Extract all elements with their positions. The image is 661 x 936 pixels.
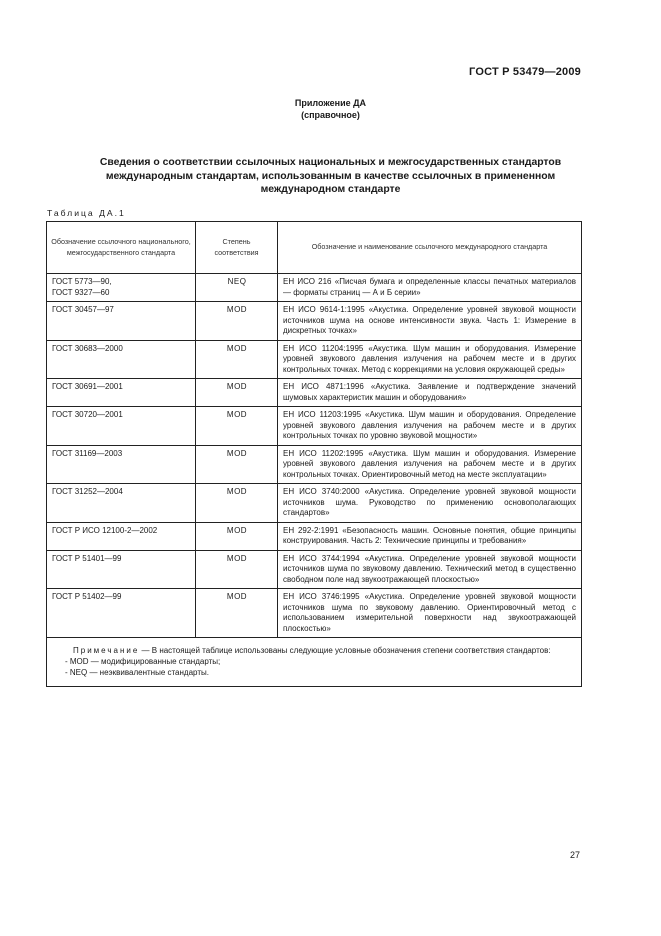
- cell-degree: NEQ: [196, 274, 278, 302]
- cell-degree: MOD: [196, 550, 278, 589]
- document-code: ГОСТ Р 53479—2009: [469, 66, 581, 78]
- cell-international-name: ЕН ИСО 3746:1995 «Акустика. Определение уровней звуковой мощности источников шума по звуковому давлению. Ориентировочный метод с использованием измерительной поверхности над звукоотражающей плоскостью»: [278, 589, 582, 638]
- cell-national-code: ГОСТ Р 51401—99: [47, 550, 196, 589]
- cell-national-code: ГОСТ Р ИСО 12100-2—2002: [47, 522, 196, 550]
- cell-national-code: ГОСТ 30720—2001: [47, 407, 196, 446]
- correspondence-table-wrapper: [46, 221, 581, 687]
- cell-degree: MOD: [196, 379, 278, 407]
- cell-degree: MOD: [196, 589, 278, 638]
- table-row: [47, 550, 582, 589]
- cell-national-code: ГОСТ 30457—97: [47, 302, 196, 341]
- header-degree: Степень соответствия: [196, 222, 278, 274]
- appendix-title: Приложение ДА: [294, 98, 367, 108]
- cell-national-code: ГОСТ 30691—2001: [47, 379, 196, 407]
- cell-international-name: ЕН 292-2:1991 «Безопасность машин. Основные понятия, общие принципы конструирования. Часть 2: Технические принципы и требования»: [278, 522, 582, 550]
- cell-national-code: ГОСТ 30683—2000: [47, 340, 196, 379]
- cell-degree: MOD: [196, 522, 278, 550]
- main-title-line-1: Сведения о соответствии ссылочных национальных и межгосударственных стандартов: [99, 157, 562, 168]
- cell-international-name: ЕН ИСО 11203:1995 «Акустика. Шум машин и оборудования. Определение уровней звукового давления излучения на рабочем месте и в других контрольных точках по уровню звуковой мощности»: [278, 407, 582, 446]
- correspondence-table: [46, 221, 582, 687]
- table-row: [47, 445, 582, 484]
- table-row: [47, 484, 582, 523]
- cell-national-code: ГОСТ 31252—2004: [47, 484, 196, 523]
- table-header-row: [47, 222, 582, 274]
- table-label: Таблица ДА.1: [47, 208, 126, 218]
- note-lead-text: — В настоящей таблице использованы следующие условные обозначения степени соответствия стандартов:: [139, 646, 551, 655]
- cell-international-name: ЕН ИСО 216 «Писчая бумага и определенные классы печатных материалов — форматы страниц — А и Б серии»: [278, 274, 582, 302]
- cell-national-code: ГОСТ 31169—2003: [47, 445, 196, 484]
- page-number: 27: [569, 850, 580, 860]
- table-row: [47, 302, 582, 341]
- table-row: [47, 379, 582, 407]
- cell-international-name: ЕН ИСО 11204:1995 «Акустика. Шум машин и оборудования. Измерение уровней звукового давления излучения на рабочем месте и в других контрольных точках. Метод с коррекциями на условия окружающей среды»: [278, 340, 582, 379]
- table-row: [47, 522, 582, 550]
- note-lead-paragraph: [55, 645, 573, 656]
- cell-degree: MOD: [196, 484, 278, 523]
- cell-international-name: ЕН ИСО 3744:1994 «Акустика. Определение уровней звуковой мощности источников шума по звуковому давлению. Технический метод в существенно свободном поле над звукоотражающей плоскостью»: [278, 550, 582, 589]
- cell-international-name: ЕН ИСО 9614-1:1995 «Акустика. Определение уровней звуковой мощности источников шума на основе интенсивности звука. Часть 1: Измерение в дискретных точках»: [278, 302, 582, 341]
- table-row: [47, 340, 582, 379]
- note-item-mod: - MOD — модифицированные стандарты;: [65, 657, 221, 666]
- table-row: [47, 274, 582, 302]
- cell-national-code: ГОСТ 5773—90, ГОСТ 9327—60: [47, 274, 196, 302]
- appendix-subtitle: (справочное): [301, 110, 360, 120]
- note-label: Примечание: [73, 646, 140, 655]
- table-note: [47, 638, 582, 687]
- cell-international-name: ЕН ИСО 11202:1995 «Акустика. Шум машин и оборудования. Измерение уровней звукового давления излучения на рабочем месте и в других контрольных точках. Ориентировочный метод на месте эксплуатации»: [278, 445, 582, 484]
- cell-degree: MOD: [196, 407, 278, 446]
- main-title: [48, 156, 613, 197]
- cell-international-name: ЕН ИСО 3740:2000 «Акустика. Определение уровней звуковой мощности источников шума. Руководство по применению основополагающих стандартов»: [278, 484, 582, 523]
- cell-degree: MOD: [196, 302, 278, 341]
- table-row: [47, 407, 582, 446]
- cell-international-name: ЕН ИСО 4871:1996 «Акустика. Заявление и подтверждение значений шумовых характеристик машин и оборудования»: [278, 379, 582, 407]
- header-international-standard: Обозначение и наименование ссылочного международного стандарта: [278, 222, 582, 274]
- cell-degree: MOD: [196, 340, 278, 379]
- header-national-standard: Обозначение ссылочного национального, межгосударственного стандарта: [47, 222, 196, 274]
- cell-national-code: ГОСТ Р 51402—99: [47, 589, 196, 638]
- table-note-row: [47, 638, 582, 687]
- main-title-line-2: международным стандартам, использованным в качестве ссылочных в примененном: [105, 170, 556, 182]
- note-item-neq: - NEQ — неэквивалентные стандарты.: [65, 668, 209, 677]
- appendix-heading: [0, 97, 661, 121]
- main-title-line-3: международном стандарте: [260, 184, 401, 195]
- table-row: [47, 589, 582, 638]
- cell-degree: MOD: [196, 445, 278, 484]
